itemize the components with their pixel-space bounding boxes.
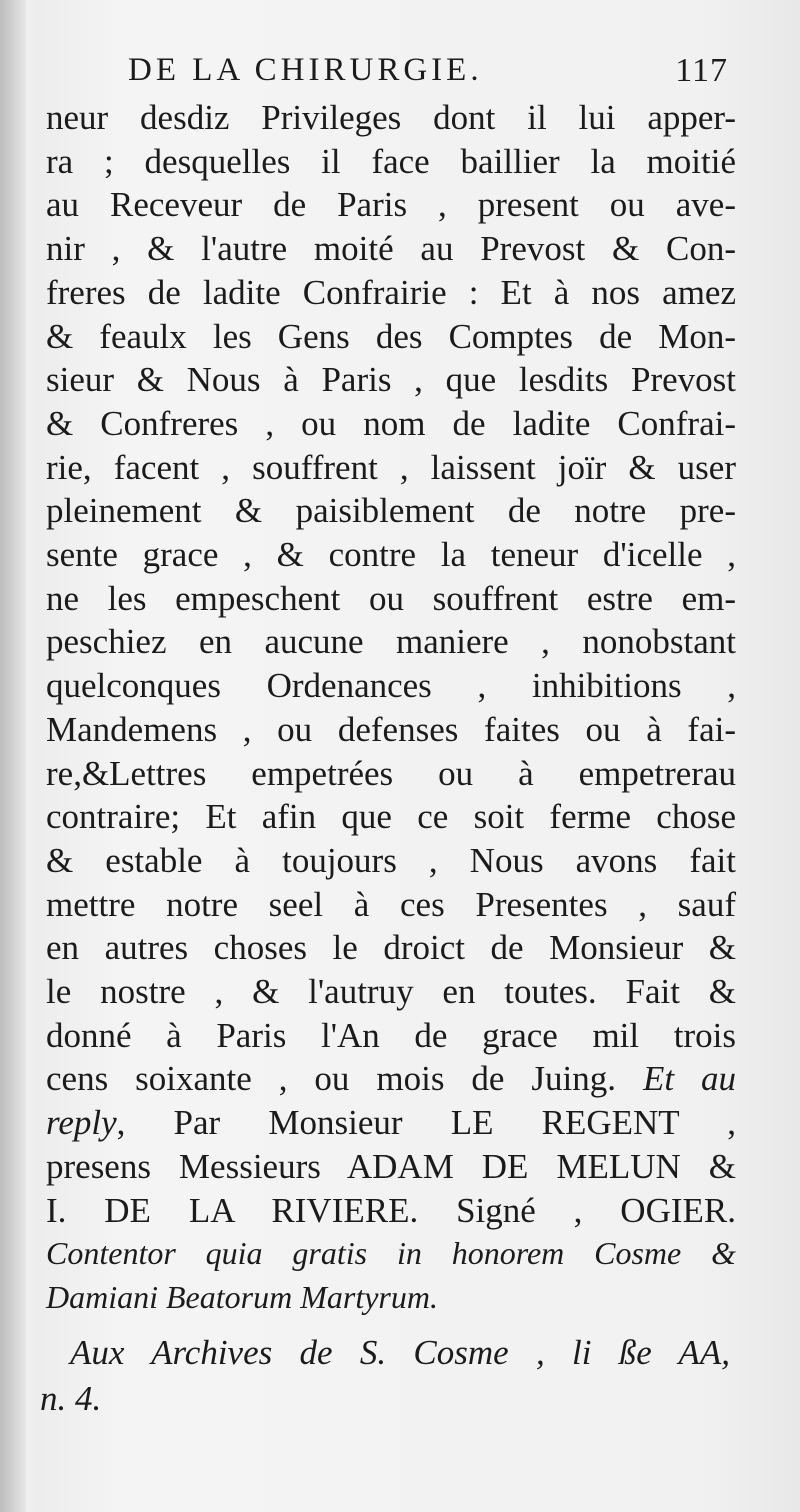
note-line: Aux Archives de S. Cosme , li ße AA,	[70, 1333, 730, 1372]
italic-word: reply	[46, 1103, 117, 1143]
text-line: & estable à toujours , Nous avons fait	[46, 840, 736, 880]
text-line: & Confreres , ou nom de ladite Confrai-	[46, 403, 736, 443]
text-line: ra ; desquelles il face baillier la moitié	[46, 141, 736, 181]
text-line: freres de ladite Confrairie : Et à nos amez	[46, 272, 736, 312]
text-line: nir , & l'autre moité au Prevost & Con-	[46, 229, 736, 269]
text-line: en autres choses le droict de Monsieur &	[46, 928, 736, 968]
latin-formula	[46, 1232, 736, 1319]
page-gutter-shadow	[0, 0, 26, 1512]
body-text	[46, 96, 736, 1320]
text-line: au Receveur de Paris , present ou ave-	[46, 185, 736, 225]
text-line-reply	[46, 1101, 736, 1145]
text-line: re,&Lettres empetrées ou à empetrerau	[46, 753, 736, 793]
text-line-with-italic	[46, 1057, 736, 1101]
italic-phrase: Et au	[642, 1059, 736, 1099]
latin-line: Damiani Beatorum Martyrum.	[46, 1278, 438, 1315]
text-line: sente grace , & contre la teneur d'icelle ,	[46, 535, 736, 575]
archive-reference-note	[40, 1330, 730, 1422]
text-line-witnesses: presens Messieurs ADAM DE MELUN &	[46, 1146, 736, 1186]
text-line: sieur & Nous à Paris , que lesdits Prevost	[46, 360, 736, 400]
text-line: peschiez en aucune maniere , nonobstant	[46, 622, 736, 662]
text-line-signature: I. DE LA RIVIERE. Signé , OGIER.	[46, 1190, 736, 1230]
latin-line: Contentor quia gratis in honorem Cosme &	[46, 1235, 736, 1272]
text-line: mettre notre seel à ces Presentes , sauf	[46, 884, 736, 924]
text-line-main: cens soixante , ou mois de Juing.	[46, 1059, 616, 1099]
page-header	[128, 52, 728, 100]
text-line: rie, facent , souffrent , laissent joïr & user	[46, 447, 736, 487]
text-line: neur desdiz Privileges dont il lui apper-	[46, 98, 736, 137]
note-line: n. 4.	[40, 1379, 102, 1418]
text-line: donné à Paris l'An de grace mil trois	[46, 1015, 736, 1055]
text-line: le nostre , & l'autruy en toutes. Fait &	[46, 972, 736, 1012]
text-line: & feaulx les Gens des Comptes de Mon-	[46, 316, 736, 356]
text-line: ne les empeschent ou souffrent estre em-	[46, 578, 736, 618]
text-line: quelconques Ordenances , inhibitions ,	[46, 666, 736, 706]
text-line: contraire; Et afin que ce soit ferme chose	[46, 797, 736, 837]
text-line: pleinement & paisiblement de notre pre-	[46, 491, 736, 531]
page-number: 117	[675, 52, 728, 89]
text-line-rest: , Par Monsieur LE REGENT ,	[116, 1103, 736, 1143]
running-title: DE LA CHIRURGIE.	[128, 52, 483, 88]
text-line: Mandemens , ou defenses faites ou à fai-	[46, 709, 736, 749]
